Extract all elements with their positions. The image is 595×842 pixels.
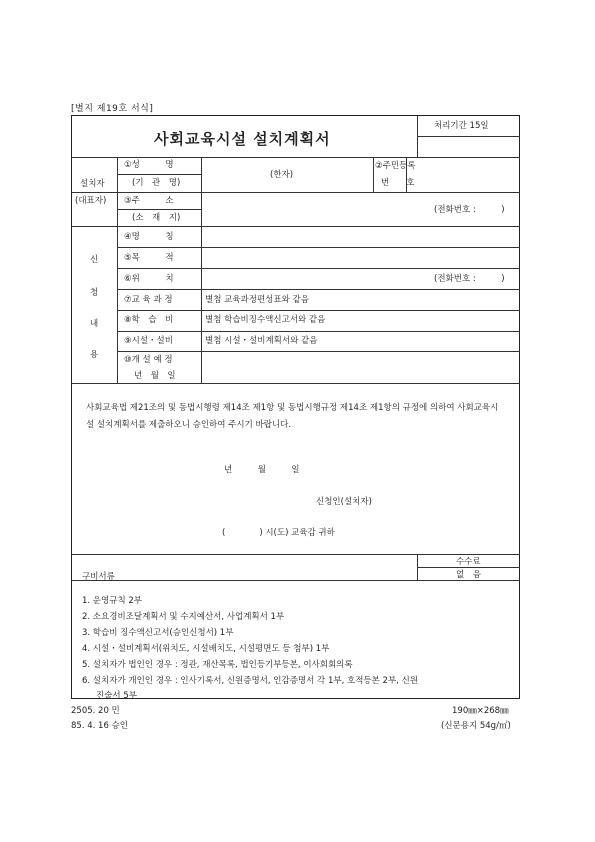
row-line: [117, 310, 520, 311]
processing-period: 처리기간 15일: [434, 121, 489, 131]
phone-label: (전화번호 : ): [434, 205, 505, 215]
purpose-label: ⑤목 적: [124, 253, 174, 263]
fee-line: [417, 567, 520, 568]
facilities-value: 별첨 시설・설비계획서와 같음: [205, 336, 318, 346]
declaration-text: 사회교육법 제21조의 및 동법시행령 제14조 제1항 및 동법시행규정 제14조 제1항의 규정에 의하여 사회교육시설 설치계획서를 제출하오니 승인하여 주시기 바랍니다.: [86, 403, 499, 430]
row-line: [117, 331, 520, 332]
form-number-label: [별지 제19호 서식]: [71, 104, 154, 114]
office-label: (소 재 지): [132, 213, 181, 223]
representative-label: (대표자): [75, 196, 107, 206]
required-doc-item: 3. 학습비 징수액신고서(승인신청서) 1부: [82, 628, 234, 638]
application-char: 용: [90, 350, 99, 360]
fee-value: 없 음: [456, 570, 481, 580]
tuition-label: ⑧학 습 비: [124, 315, 174, 325]
form-frame: [71, 115, 520, 699]
date-line: 년 월 일: [224, 465, 300, 475]
required-doc-item: 진술서 5부: [96, 691, 137, 701]
col-line: [117, 157, 118, 383]
required-doc-item: 1. 운영규칙 2부: [82, 596, 142, 606]
facility-name-label: ④명 칭: [124, 232, 174, 242]
row-line: [72, 554, 520, 555]
required-doc-item: 5. 설치자가 법인인 경우 : 정관, 재산목록, 법인등기부등본, 이사회회의록: [82, 660, 353, 670]
fee-label: 수수료: [456, 557, 481, 567]
name-label: ①성 명: [124, 160, 174, 170]
required-doc-item: 6. 설치자가 개인인 경우 : 인사기록서, 신원증명서, 인감증명서 각 1부, 호적등본 2부, 신원: [82, 676, 418, 686]
row-line: [72, 383, 520, 384]
row-line: [117, 209, 201, 210]
footer-paper-size: 190㎜×268㎜: [452, 706, 509, 716]
required-doc-item: 2. 소요경비조달계획서 및 수지예산서, 사업계획서 1부: [82, 612, 285, 622]
row-line: [117, 289, 520, 290]
opening-date-label-2: 년 월 일: [134, 371, 176, 381]
facilities-label: ⑨시설・설비: [124, 336, 173, 346]
col-line: [417, 554, 418, 580]
resident-no-label: ②주민등록: [375, 161, 416, 171]
tuition-value: 별첨 학습비징수액신고서와 같음: [205, 315, 326, 325]
row-line: [72, 157, 520, 158]
required-docs-label: 구비서류: [82, 572, 115, 582]
hanja-note: (한자): [270, 170, 294, 180]
opening-date-label: ⑩개 설 예 정: [124, 355, 173, 365]
footer-approval-date: 85. 4. 16 승인: [71, 721, 128, 731]
resident-no-label-2: 번 호: [381, 178, 415, 188]
addressee: ( ) 시(도) 교육감 귀하: [222, 528, 335, 538]
row-line: [117, 174, 201, 175]
row-line: [72, 580, 520, 581]
org-name-label: (기 관 명): [132, 178, 181, 188]
location-phone: (전화번호 : ): [434, 274, 505, 284]
application-char: 신: [90, 255, 99, 265]
col-line: [373, 157, 374, 192]
footer-paper-type: (신문용지 54g/㎡): [441, 721, 511, 731]
row-line: [117, 247, 520, 248]
address-label: ③주 소: [124, 196, 174, 206]
row-line: [117, 268, 520, 269]
footer-print-code: 2505. 20 민: [71, 706, 120, 716]
row-line: [72, 192, 520, 193]
row-line: [117, 351, 520, 352]
required-doc-item: 4. 시설・설비계획서(위치도, 시설배치도, 시설평면도 등 첨부) 1부: [82, 644, 330, 654]
location-label: ⑥위 치: [124, 274, 174, 284]
form-title: 사회교육시설 설치계획서: [154, 130, 331, 148]
application-char: 청: [90, 288, 99, 298]
applicant-signature: 신청인(설치자): [316, 497, 372, 507]
curriculum-label: ⑦교 육 과 정: [124, 295, 173, 305]
row-line: [72, 226, 520, 227]
period-divider: [417, 136, 520, 137]
col-line: [201, 157, 202, 383]
curriculum-value: 별첨 교육과정편성표와 같음: [205, 295, 309, 305]
establisher-label: 설치자: [80, 179, 105, 189]
application-char: 내: [90, 319, 99, 329]
